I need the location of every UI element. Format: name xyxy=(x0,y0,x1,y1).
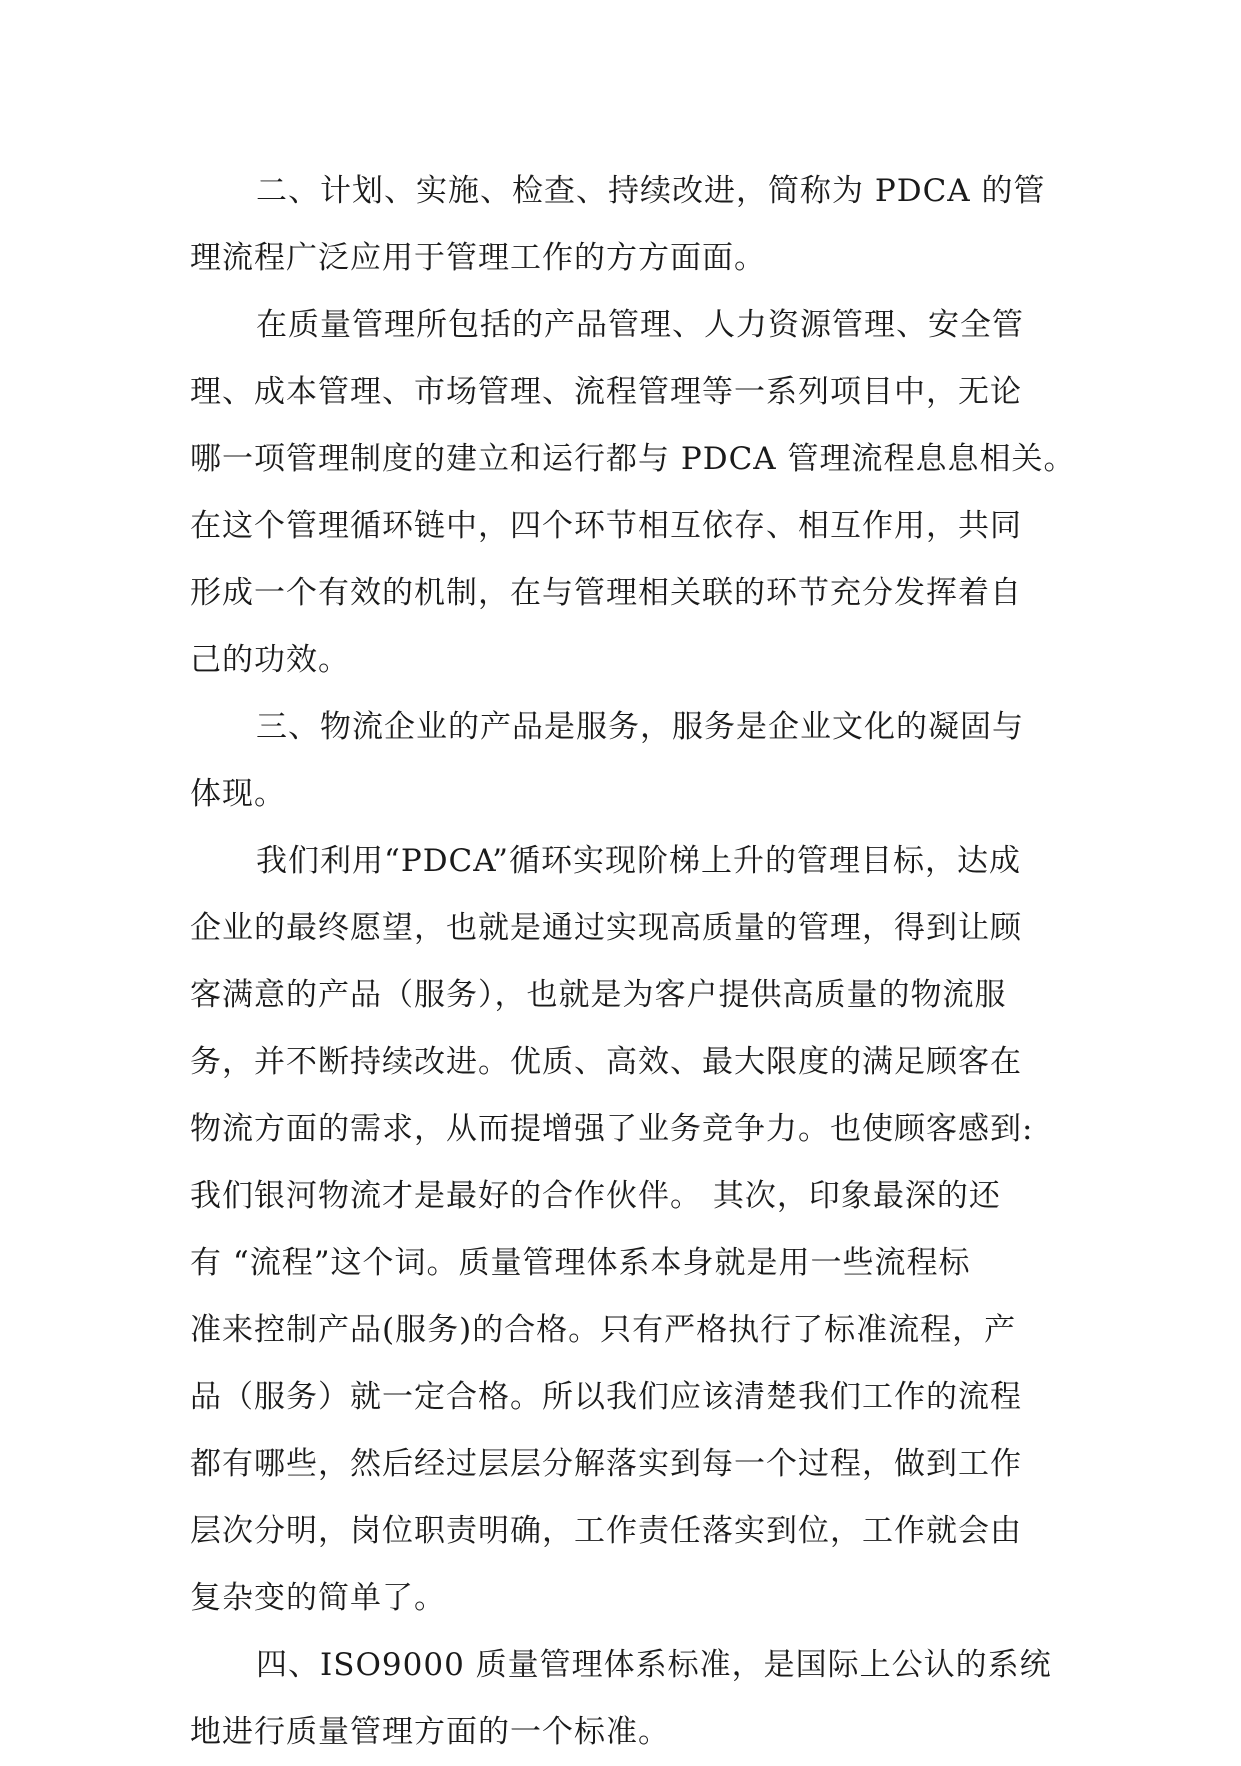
text-line-17: 有 “流程”这个词。质量管理体系本身就是用一些流程标 xyxy=(190,1245,971,1281)
document-body xyxy=(190,158,1076,1766)
text-line-12: 企业的最终愿望，也就是通过实现高质量的管理，得到让顾 xyxy=(190,910,1022,946)
text-line-9: 三、物流企业的产品是服务，服务是企业文化的凝固与 xyxy=(256,709,1024,745)
text-line-23: 四、ISO9000 质量管理体系标准，是国际上公认的系统 xyxy=(256,1647,1052,1683)
text-line-13: 客满意的产品（服务），也就是为客户提供高质量的物流服 xyxy=(190,977,1007,1013)
text-line-6: 在这个管理循环链中，四个环节相互依存、相互作用，共同 xyxy=(190,508,1022,544)
text-line-20: 都有哪些，然后经过层层分解落实到每一个过程，做到工作 xyxy=(190,1446,1022,1482)
text-line-18: 准来控制产品(服务)的合格。只有严格执行了标准流程，产 xyxy=(190,1312,1017,1348)
text-line-24: 地进行质量管理方面的一个标准。 xyxy=(190,1714,670,1750)
text-line-8: 己的功效。 xyxy=(190,642,350,678)
text-line-19: 品（服务）就一定合格。所以我们应该清楚我们工作的流程 xyxy=(190,1379,1022,1415)
text-line-5: 哪一项管理制度的建立和运行都与 PDCA 管理流程息息相关。 xyxy=(190,441,1076,477)
text-line-3: 在质量管理所包括的产品管理、人力资源管理、安全管 xyxy=(256,307,1024,343)
text-line-11: 我们利用“PDCA”循环实现阶梯上升的管理目标，达成 xyxy=(256,843,1021,879)
text-line-10: 体现。 xyxy=(190,776,286,812)
text-line-22: 复杂变的简单了。 xyxy=(190,1580,446,1616)
text-line-1: 二、计划、实施、检查、持续改进，简称为 PDCA 的管 xyxy=(256,173,1046,209)
text-line-15: 物流方面的需求，从而提增强了业务竞争力。也使顾客感到: xyxy=(190,1111,1034,1147)
text-line-2: 理流程广泛应用于管理工作的方方面面。 xyxy=(190,240,766,276)
text-line-14: 务，并不断持续改进。优质、高效、最大限度的满足顾客在 xyxy=(190,1044,1022,1080)
text-line-4: 理、成本管理、市场管理、流程管理等一系列项目中，无论 xyxy=(190,374,1022,410)
text-line-7: 形成一个有效的机制，在与管理相关联的环节充分发挥着自 xyxy=(190,575,1022,611)
text-line-16: 我们银河物流才是最好的合作伙伴。 其次，印象最深的还 xyxy=(190,1178,1001,1214)
text-line-21: 层次分明，岗位职责明确，工作责任落实到位，工作就会由 xyxy=(190,1513,1022,1549)
